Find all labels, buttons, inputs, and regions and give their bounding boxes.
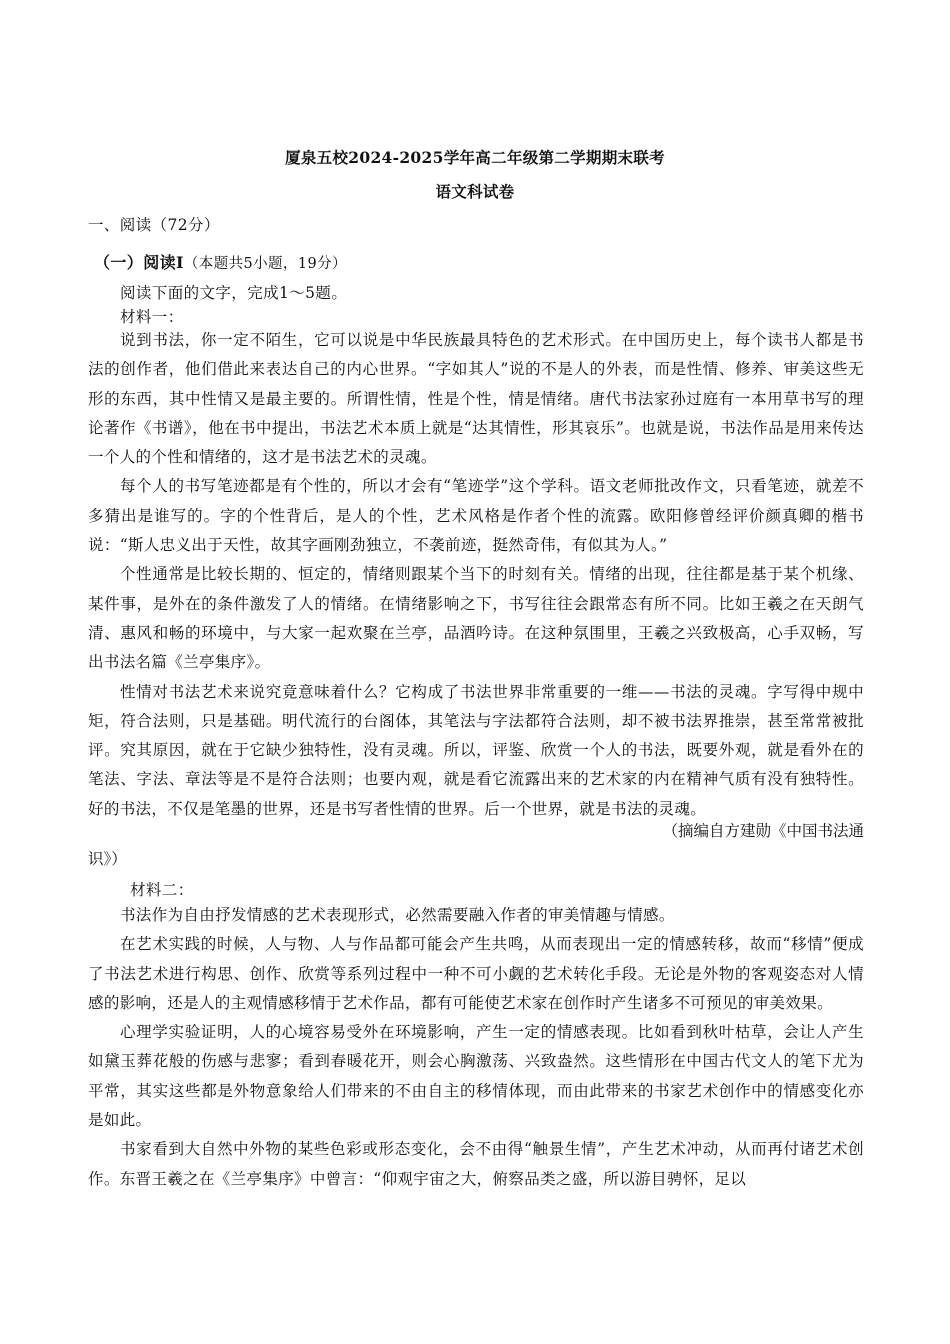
paragraph: 书家看到大自然中外物的某些色彩或形态变化，会不由得“触景生情”，产生艺术冲动，从而再付诸艺术创作。东晋王羲之在《兰亭集序》中曾言：“仰观宇宙之大，俯察品类之盛，所以游目骋怀，足以 — [88, 1140, 864, 1188]
subsection-note: （本题共5小题，19分） — [183, 256, 347, 272]
section-heading: 一、阅读（72分） — [88, 216, 220, 234]
material1-body — [88, 326, 864, 824]
source-citation-tail: 识》） — [88, 850, 127, 868]
paragraph: 个性通常是比较长期的、恒定的，情绪则跟某个当下的时刻有关。情绪的出现，往往都是基于某个机缘、某件事，是外在的条件激发了人的情绪。在情绪影响之下，书写往往会跟常态有所不同。比如王羲之在天朗气清、惠风和畅的环境中，与大家一起欢聚在兰亭，品酒吟诗。在这种氛围里，王羲之兴致极高，心手双畅，写出书法名篇《兰亭集序》。 — [88, 565, 864, 672]
subsection-heading — [94, 250, 347, 273]
material2-body — [88, 901, 864, 1194]
paragraph: 在艺术实践的时候，人与物、人与作品都可能会产生共鸣，从而表现出一定的情感转移，故而“移情”便成了书法艺术进行构思、创作、欣赏等系列过程中一种不可小觑的艺术转化手段。无论是外物的客观姿态对人情感的影响，还是人的主观情感移情于艺术作品，都有可能使艺术家在创作时产生诸多不可预见的审美效果。 — [88, 935, 864, 1012]
exam-title: 厦泉五校2024-2025学年高二年级第二学期期末联考 — [285, 148, 665, 167]
paragraph: 说到书法，你一定不陌生，它可以说是中华民族最具特色的艺术形式。在中国历史上，每个读书人都是书法的创作者，他们借此来表达自己的内心世界。“字如其人”说的不是人的外表，而是性情、修养、审美这些无形的东西，其中性情又是最主要的。所谓性情，性是个性，情是情绪。唐代书法家孙过庭有一本用草书写的理论著作《书谱》，他在书中提出，书法艺术本质上就是“达其情性，形其哀乐”。也就是说，书法作品是用来传达一个人的个性和情绪的，这才是书法艺术的灵魂。 — [88, 331, 864, 467]
paragraph: 性情对书法艺术来说究竟意味着什么？它构成了书法世界非常重要的一维——书法的灵魂。字写得中规中矩，符合法则，只是基础。明代流行的台阁体，其笔法与字法都符合法则，却不被书法界推崇，甚至常常被批评。究其原因，就在于它缺少独特性，没有灵魂。所以，评鉴、欣赏一个人的书法，既要外观，就是看外在的笔法、字法、章法等是不是符合法则；也要内观，就是看它流露出来的艺术家的内在精神气质有没有独特性。好的书法，不仅是笔墨的世界，还是书写者性情的世界。后一个世界，就是书法的灵魂。 — [88, 682, 864, 818]
source-citation: （摘编自方建勋《中国书法通 — [662, 822, 864, 840]
material1-label: 材料一： — [120, 308, 184, 326]
instruction: 阅读下面的文字，完成1～5题。 — [120, 284, 348, 302]
paragraph: 心理学实验证明，人的心境容易受外在环境影响，产生一定的情感表现。比如看到秋叶枯草，会让人产生如黛玉葬花般的伤感与悲寥；看到春暖花开，则会心胸激荡、兴致盎然。这些情形在中国古代文人的笔下尤为平常，其实这些都是外物意象给人们带来的不由自主的移情体现，而由此带来的书家艺术创作中的情感变化亦是如此。 — [88, 1023, 864, 1130]
paragraph: 书法作为自由抒发情感的艺术表现形式，必然需要融入作者的审美情趣与情感。 — [120, 906, 675, 924]
exam-subtitle: 语文科试卷 — [435, 182, 515, 201]
paragraph: 每个人的书写笔迹都是有个性的，所以才会有“笔迹学”这个学科。语文老师批改作文，只看笔迹，就差不多猜出是谁写的。字的个性背后，是人的个性，艺术风格是作者个性的流露。欧阳修曾经评价颜真卿的楷书说：“斯人忠义出于天性，故其字画刚劲独立，不袭前迹，挺然奇伟，有似其为人。” — [88, 477, 864, 555]
subsection-title: （一）阅读Ⅰ — [94, 253, 184, 272]
material2-label: 材料二： — [130, 881, 194, 899]
